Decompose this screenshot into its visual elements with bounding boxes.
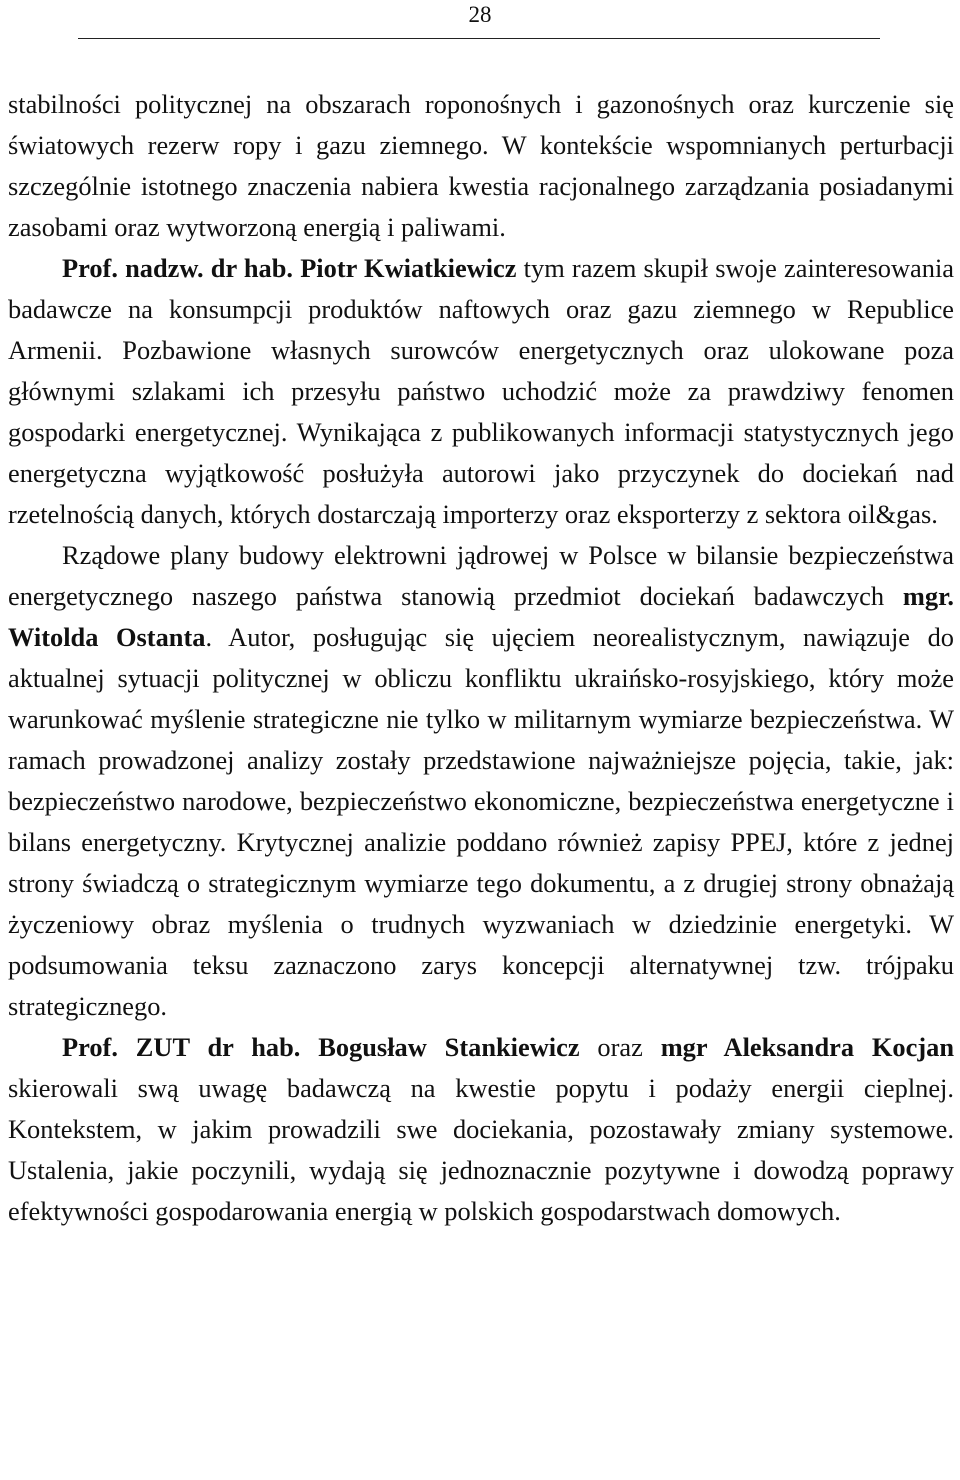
paragraph-3-text-after: . Autor, posługując się ujęciem neorealistycznym, nawiązuje do aktualnej sytuacji politycznej w obliczu konfliktu ukraińsko-rosyjskiego, który może warunkować myślenie strategiczne nie tylko w militarnym wymiarze bezpieczeństwa. W ramach prowadzonej analizy zostały przedstawione najważniejsze pojęcia, takie, jak: bezpieczeństwo narodowe, bezpieczeństwo ekonomiczne, bezpieczeństwa energetyczne i bilans energetyczny. Krytycznej analizie poddano również zapisy PPEJ, które z jednej strony świadczą o strategicznym wymiarze tego dokumentu, a z drugiej strony obnażają życzeniowy obraz myślenia o trudnych wyzwaniach w dziedzinie energetyki. W podsumowania teksu zaznaczono zarys koncepcji alternatywnej tzw. trójpaku strategicznego. [8,622,954,1021]
author-kwiatkiewicz: Prof. nadzw. dr hab. Piotr Kwiatkiewicz [62,253,517,283]
paragraph-2 [8,248,954,535]
author-kocjan: mgr Aleksandra Kocjan [660,1032,955,1062]
paragraph-4 [8,1027,954,1232]
paragraph-1: stabilności politycznej na obszarach roponośnych i gazonośnych oraz kurczenie się światowych rezerw ropy i gazu ziemnego. W kontekście wspomnianych perturbacji szczególnie istotnego znaczenia nabiera kwestia racjonalnego zarządzania posiadanymi zasobami oraz wytworzoną energią i paliwami. [8,89,954,242]
author-ostant: mgr. Witolda Ostanta [8,581,954,652]
header-rule [78,38,880,39]
paragraph-3 [8,535,954,1027]
body-text [8,84,954,1232]
page-number: 28 [468,2,492,27]
paragraph-3-text-before: Rządowe plany budowy elektrowni jądrowej w Polsce w bilansie bezpieczeństwa energetycznego naszego państwa stanowią przedmiot dociekań badawczych [8,540,954,611]
paragraph-2-text: tym razem skupił swoje zainteresowania badawcze na konsumpcji produktów naftowych oraz gazu ziemnego w Republice Armenii. Pozbawione własnych surowców energetycznych oraz ulokowane poza głównymi szlakami ich przesyłu państwo uchodzić może za prawdziwy fenomen gospodarki energetycznej. Wynikająca z publikowanych informacji statystycznych jego energetyczna wyjątkowość posłużyła autorowi jako przyczynek do dociekań nad rzetelnością danych, których dostarczają importerzy oraz eksporterzy z sektora oil&gas. [8,253,954,529]
author-stankiewicz: Prof. ZUT dr hab. Bogusław Stankiewicz [62,1032,580,1062]
paragraph-4-text: skierowali swą uwagę badawczą na kwestie popytu i podaży energii cieplnej. Kontekstem, w jakim prowadzili swe dociekania, pozostawały zmiany systemowe. Ustalenia, jakie poczynili, wydają się jednoznacznie pozytywne i dowodzą poprawy efektywności gospodarowania energią w polskich gospodarstwach domowych. [8,1073,954,1226]
paragraph-4-conj: oraz [579,1032,661,1062]
